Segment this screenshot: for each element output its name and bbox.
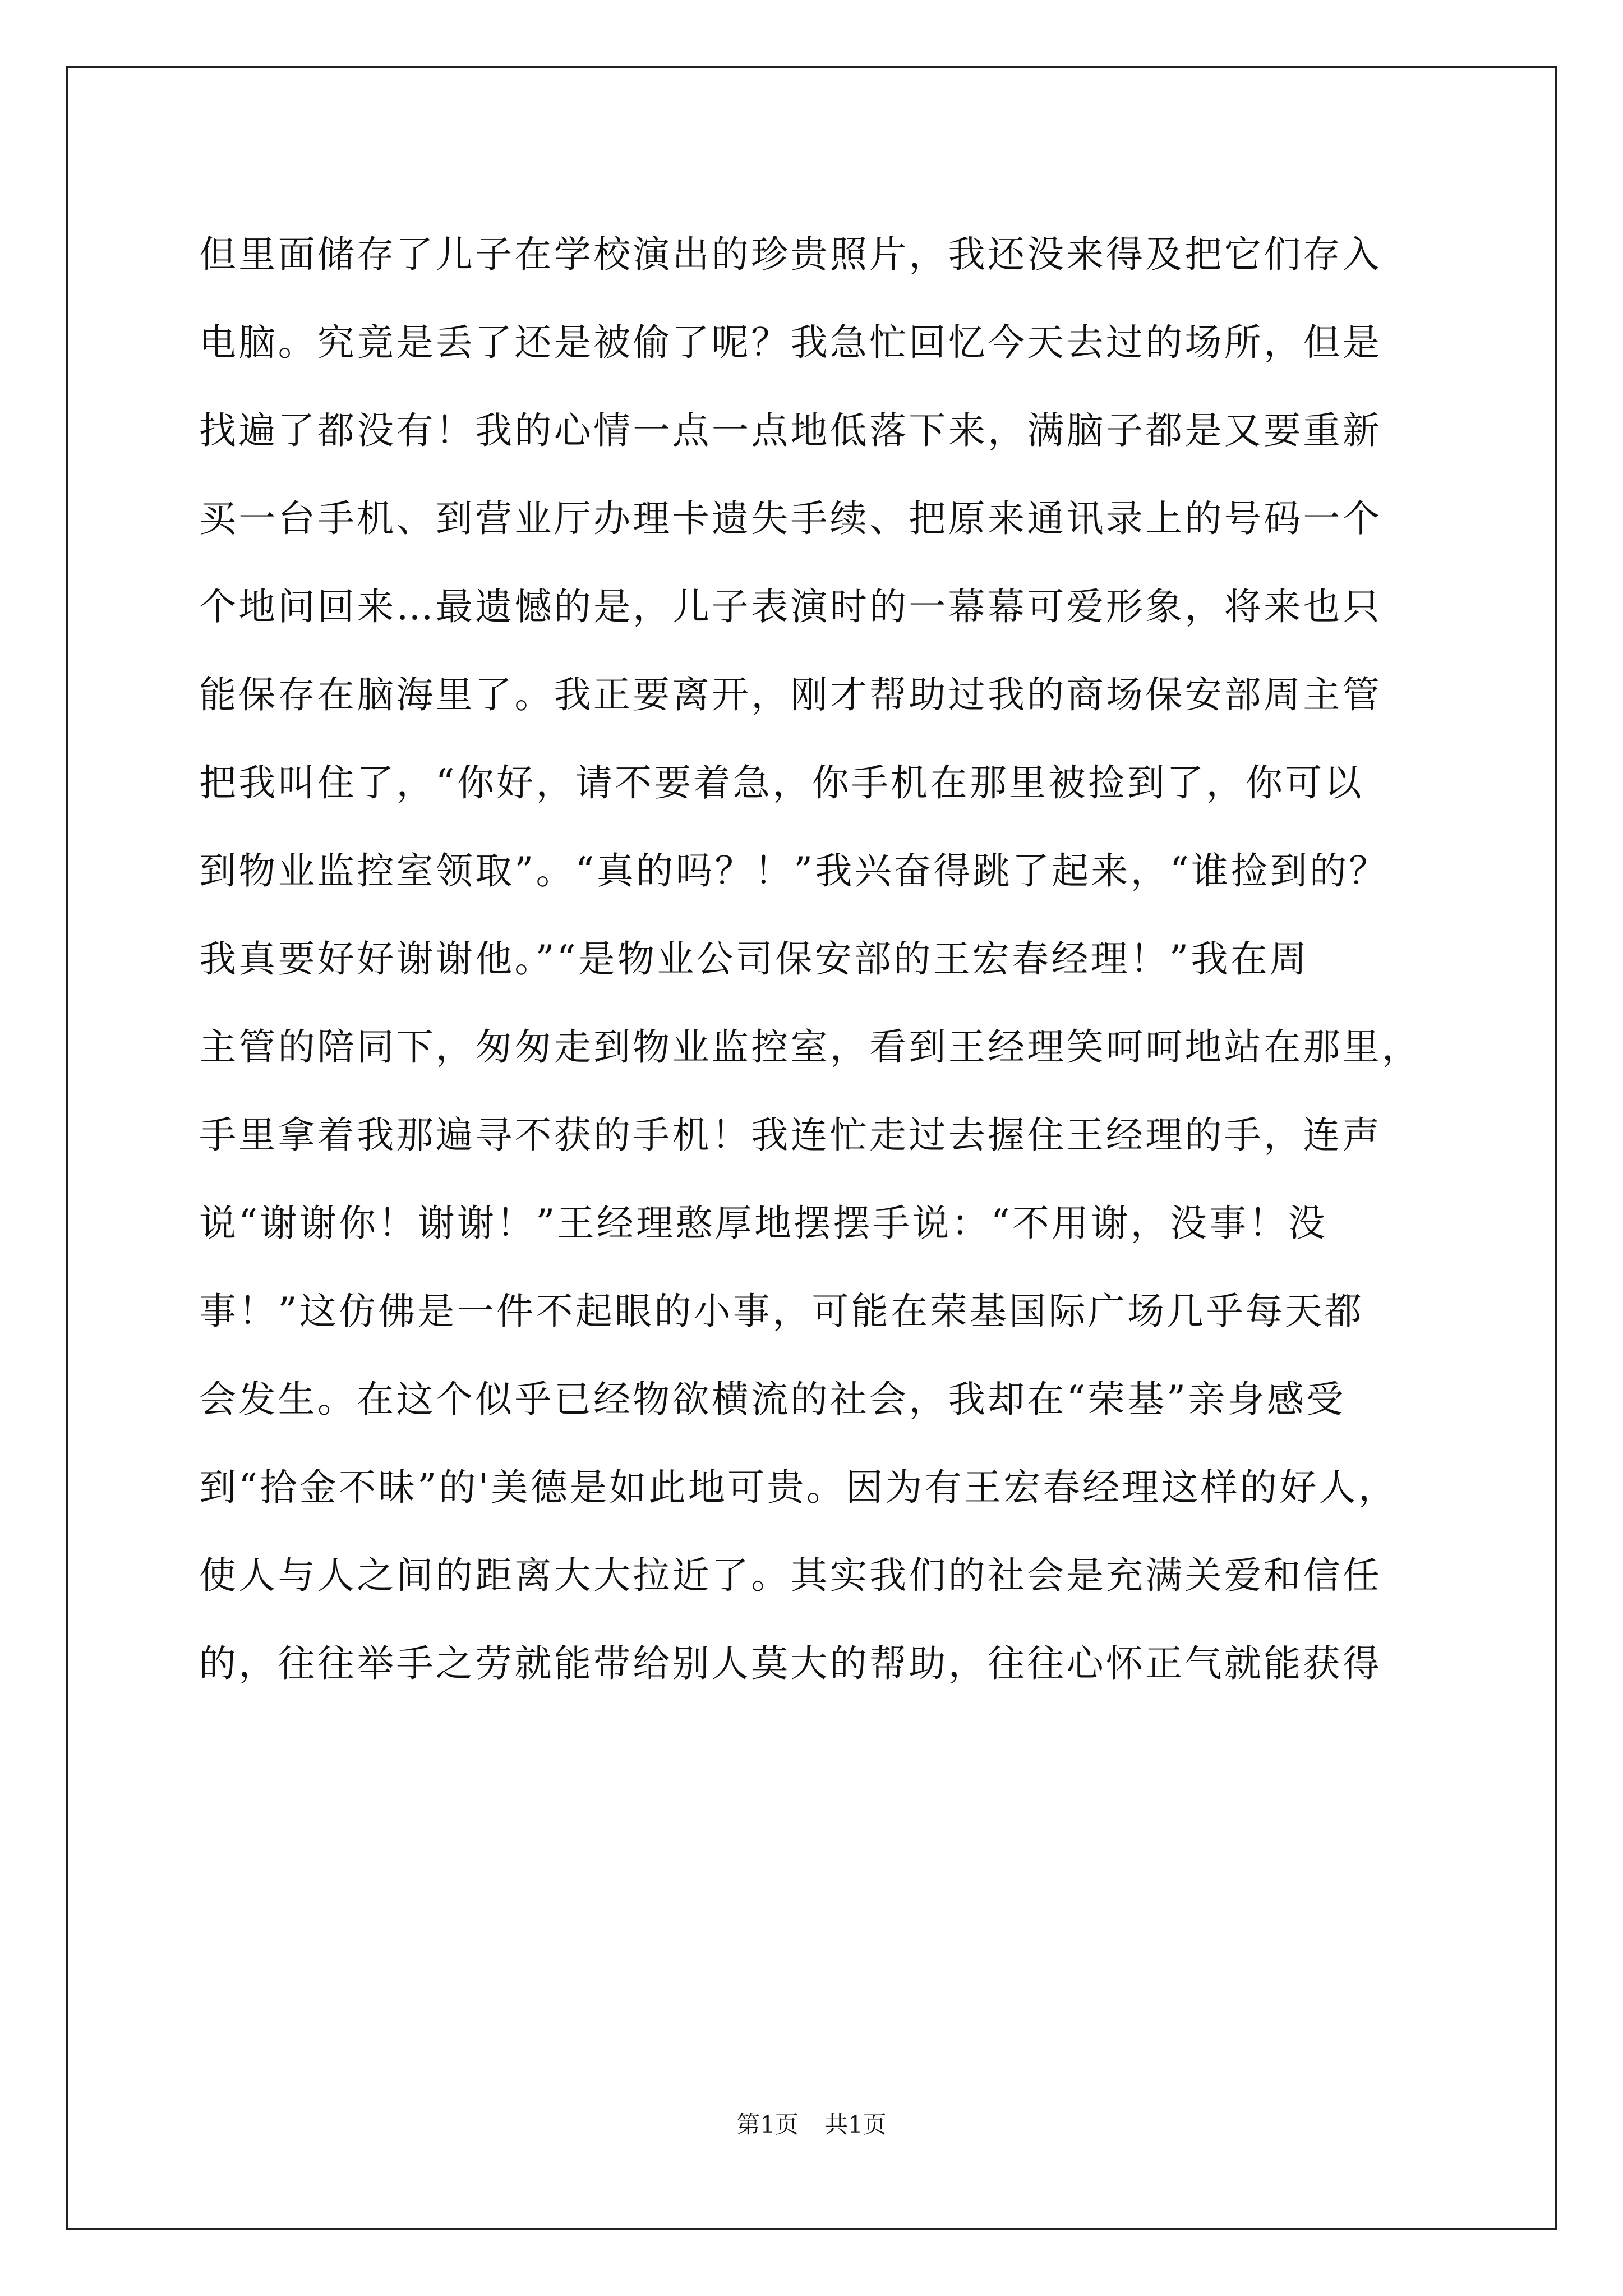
- text-line-7: 把我叫住了，“你好，请不要着急，你手机在那里被捡到了，你可以: [199, 761, 1364, 804]
- text-line-12: 说“谢谢你！谢谢！”王经理憨厚地摆摆手说：“不用谢，没事！没: [199, 1202, 1328, 1245]
- document-body: [199, 210, 1433, 1708]
- text-line-8: 到物业监控室领取”。“真的吗？！”我兴奋得跳了起来，“谁捡到的？: [199, 849, 1389, 892]
- text-line-11: 手里拿着我那遍寻不获的手机！我连忙走过去握住王经理的手，连声: [199, 1114, 1382, 1157]
- text-line-1: 但里面储存了儿子在学校演出的珍贵照片，我还没来得及把它们存入: [199, 233, 1382, 276]
- text-line-15: 到“拾金不昧”的'美德是如此地可贵。因为有王宏春经理这样的好人，: [199, 1466, 1398, 1509]
- page-footer: [0, 2106, 1623, 2140]
- text-line-17: 的，往往举手之劳就能带给别人莫大的帮助，往往心怀正气就能获得: [199, 1642, 1382, 1685]
- text-line-5: 个地问回来…最遗憾的是，儿子表演时的一幕幕可爱形象，将来也只: [199, 585, 1382, 628]
- text-line-16: 使人与人之间的距离大大拉近了。其实我们的社会是充满关爱和信任: [199, 1554, 1382, 1597]
- text-line-4: 买一台手机、到营业厅办理卡遗失手续、把原来通讯录上的号码一个: [199, 497, 1382, 540]
- text-line-2: 电脑。究竟是丢了还是被偷了呢？我急忙回忆今天去过的场所，但是: [199, 321, 1382, 364]
- text-line-13: 事！”这仿佛是一件不起眼的小事，可能在荣基国际广场几乎每天都: [199, 1290, 1364, 1333]
- text-line-6: 能保存在脑海里了。我正要离开，刚才帮助过我的商场保安部周主管: [199, 673, 1382, 716]
- text-line-9: 我真要好好谢谢他。”“是物业公司保安部的王宏春经理！”我在周: [199, 937, 1310, 981]
- page-total: 共1页: [824, 2111, 887, 2138]
- text-line-10: 主管的陪同下，匆匆走到物业监控室，看到王经理笑呵呵地站在那里，: [199, 1025, 1422, 1069]
- text-line-14: 会发生。在这个似乎已经物欲横流的社会，我却在“荣基”亲身感受: [199, 1378, 1346, 1421]
- page-current: 第1页: [736, 2111, 799, 2138]
- text-line-3: 找遍了都没有！我的心情一点一点地低落下来，满脑子都是又要重新: [199, 409, 1382, 452]
